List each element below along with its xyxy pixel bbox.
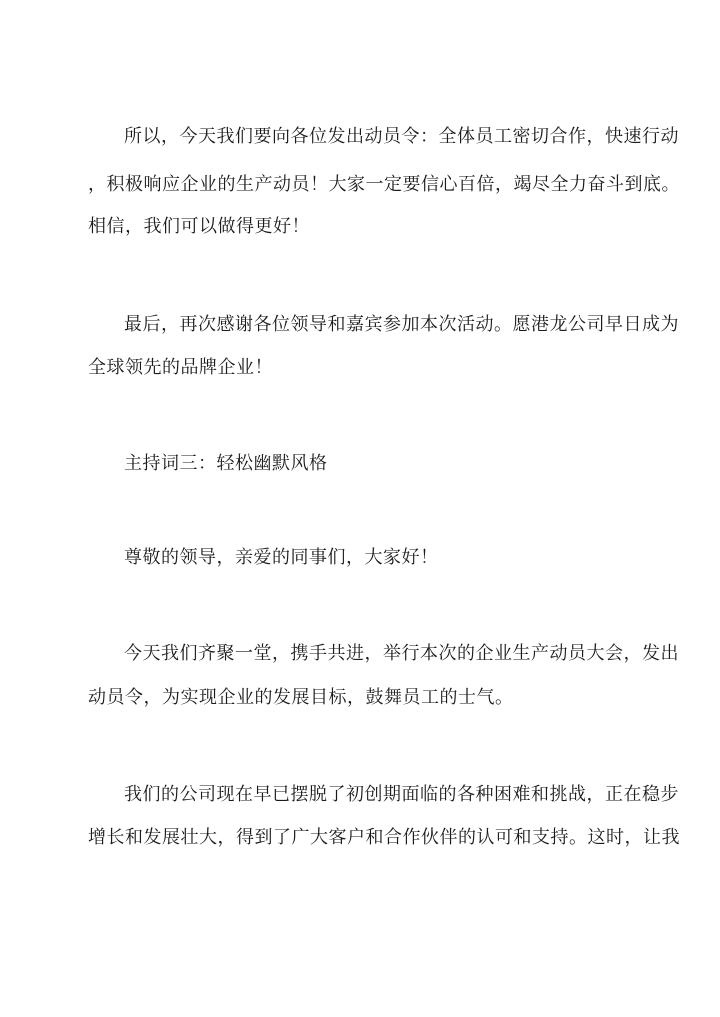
section-heading-text: 主持词三：轻松幽默风格 [124,453,328,474]
paragraph-line: 全球领先的品牌企业！ [88,357,273,378]
paragraph-line: ，积极响应企业的生产动员！大家一定要信心百倍，竭尽全力奋斗到底。 [88,174,680,195]
paragraph-line: 我们的公司现在早已摆脱了初创期面临的各种困难和挑战，正在稳步 [124,784,679,805]
paragraph-line: 尊敬的领导，亲爱的同事们，大家好！ [124,547,439,568]
paragraph-line: 最后，再次感谢各位领导和嘉宾参加本次活动。愿港龙公司早日成为 [124,314,679,335]
paragraph-line: 增长和发展壮大，得到了广大客户和合作伙伴的认可和支持。这时，让我 [88,827,680,848]
paragraph-line: 所以，今天我们要向各位发出动员令：全体员工密切合作，快速行动 [124,126,679,147]
paragraph-line: 相信，我们可以做得更好！ [88,216,310,237]
paragraph-line: 动员令，为实现企业的发展目标，鼓舞员工的士气。 [88,687,514,708]
paragraph-line: 今天我们齐聚一堂，携手共进，举行本次的企业生产动员大会，发出 [124,643,679,664]
